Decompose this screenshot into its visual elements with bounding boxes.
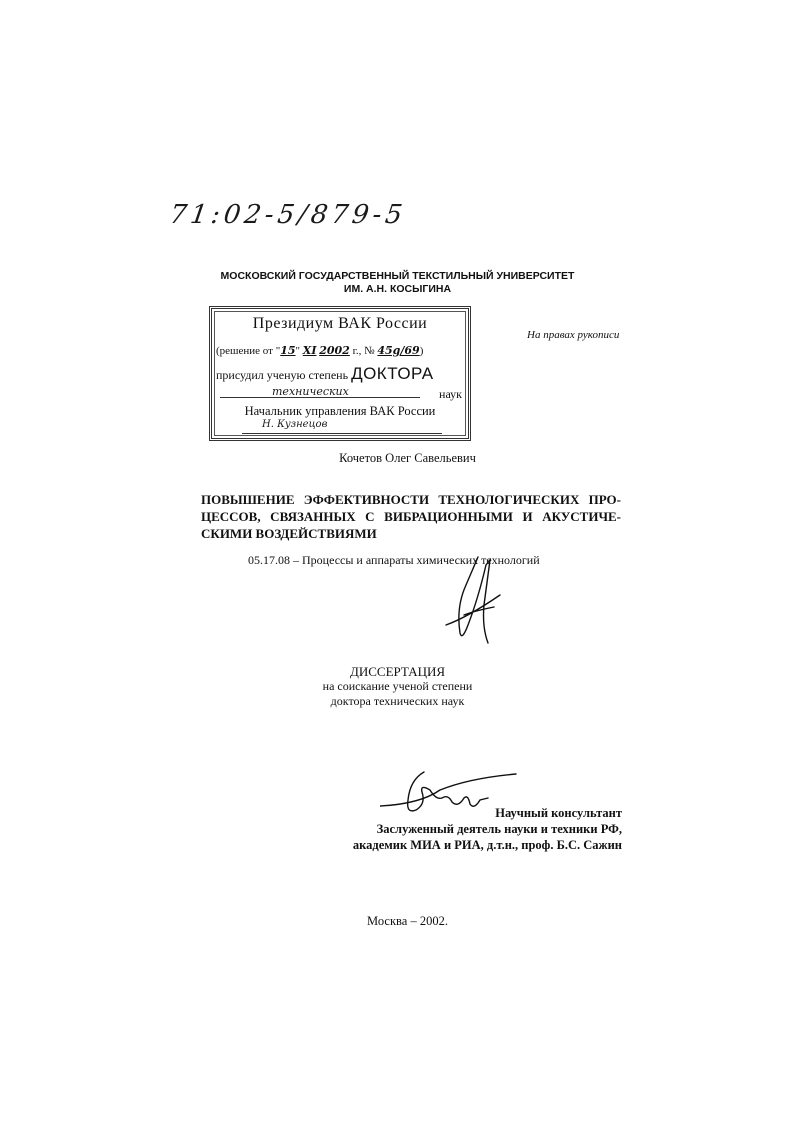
consultant-role: Научный консультант xyxy=(495,806,622,820)
stamp-decision xyxy=(216,344,423,357)
stamp-title: Президиум ВАК России xyxy=(252,315,428,332)
stamp-decision-year-suffix: г., № xyxy=(352,345,375,357)
university-line-2: ИМ. А.Н. КОСЫГИНА xyxy=(343,283,452,295)
stamp-decision-close: ) xyxy=(419,345,424,357)
archive-number: 71:02-5/879-5 xyxy=(167,200,409,230)
consultant-honor: Заслуженный деятель науки и техники РФ, xyxy=(376,822,622,836)
stamp-awarded-prefix: присудил ученую степень xyxy=(216,368,349,382)
stamp-head-signature: Н. Кузнецов xyxy=(262,419,328,430)
university-line-1: МОСКОВСКИЙ ГОСУДАРСТВЕННЫЙ ТЕКСТИЛЬНЫЙ УНИВЕРСИТЕТ xyxy=(220,270,575,282)
stamp-awarded xyxy=(216,364,434,384)
stamp-field-line xyxy=(220,397,420,398)
stamp-field-value: технических xyxy=(272,385,349,398)
document-type: ДИССЕРТАЦИЯ xyxy=(349,664,446,679)
stamp-head-label: Начальник управления ВАК России xyxy=(244,404,436,418)
specialty-code: 05.17.08 – Процессы и аппараты химических технологий xyxy=(248,553,540,567)
stamp-field-suffix: наук xyxy=(439,387,462,401)
stamp-awarded-degree: ДОКТОРА xyxy=(351,364,434,383)
consultant-credentials: академик МИА и РИА, д.т.н., проф. Б.С. Сажин xyxy=(352,838,622,852)
university-name xyxy=(0,270,795,296)
stamp-sign-line xyxy=(242,433,442,434)
stamp-decision-day: 15 xyxy=(280,344,296,357)
signature-mark-1 xyxy=(438,555,508,645)
consultant-block xyxy=(340,805,622,853)
stamp-decision-number: 45g/69 xyxy=(377,344,420,357)
stamp-decision-month: XI xyxy=(302,344,317,357)
document-purpose: на соискание ученой степени xyxy=(322,679,473,693)
place-year: Москва – 2002. xyxy=(367,914,448,928)
document-degree: доктора технических наук xyxy=(330,694,465,708)
author-name: Кочетов Олег Савельевич xyxy=(339,451,476,465)
vak-stamp xyxy=(209,306,471,441)
stamp-decision-prefix: (решение от " xyxy=(216,345,281,357)
document-type-block xyxy=(0,664,795,709)
dissertation-title: ПОВЫШЕНИЕ ЭФФЕКТИВНОСТИ ТЕХНОЛОГИЧЕСКИХ ПРО-ЦЕССОВ, СВЯЗАННЫХ С ВИБРАЦИОННЫМИ И АКУСТИЧЕ-СКИМИ ВОЗДЕЙСТВИЯМИ xyxy=(201,492,621,541)
stamp-decision-mid: " xyxy=(295,345,301,357)
stamp-decision-year: 2002 xyxy=(319,344,350,357)
manuscript-note: На правах рукописи xyxy=(527,329,620,341)
